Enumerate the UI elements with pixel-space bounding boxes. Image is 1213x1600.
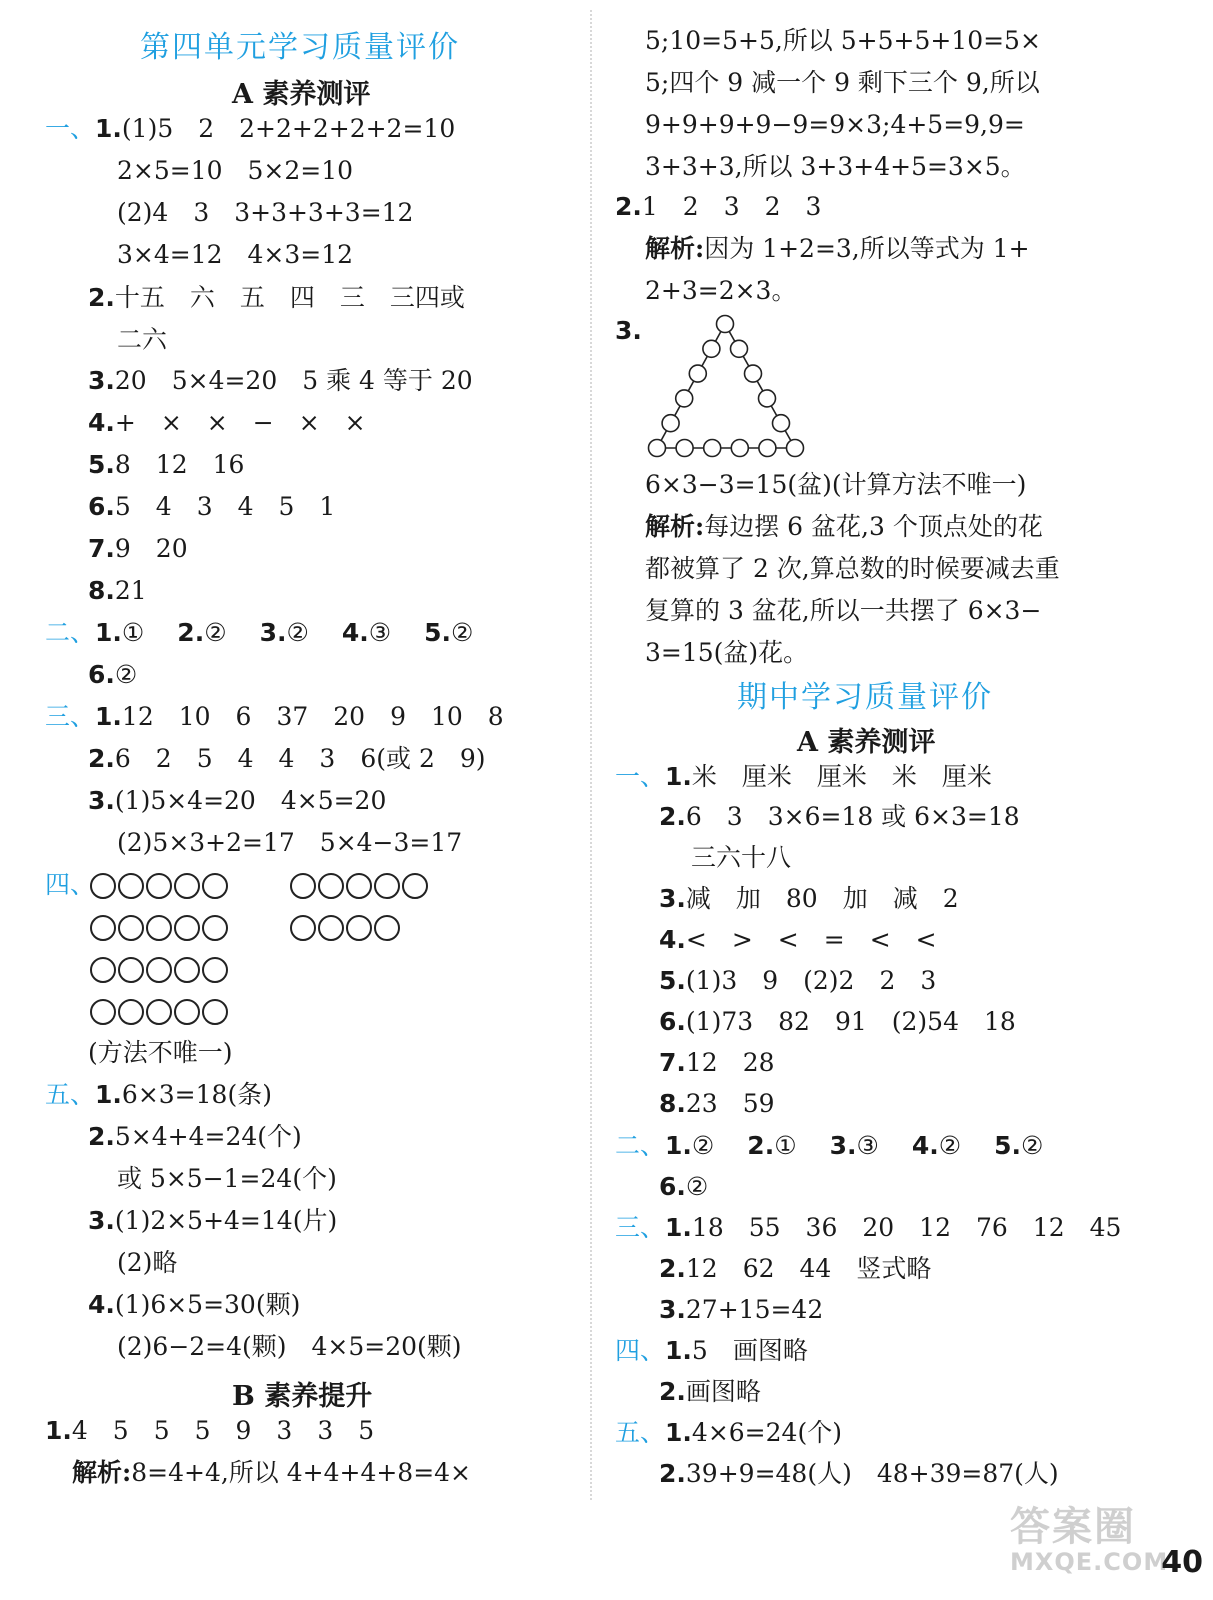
midterm-title: 期中学习质量评价 [737,680,993,715]
answer-line: 3+3+3,所以 3+3+4+5=3×5。 [645,152,1026,181]
answer-line: 5;四个 9 减一个 9 剩下三个 9,所以 [645,68,1040,97]
subtitle-a: A 素养测评 [232,79,371,110]
circle [146,957,172,983]
circle [174,915,200,941]
circle [90,957,116,983]
flower-pot [676,440,693,457]
answer-line: 3=15(盆)花。 [645,638,809,667]
answer-line: 解析:8=4+4,所以 4+4+4+8=4× [72,1458,472,1487]
circle [374,873,400,899]
answer-line: 四、1.5 画图略 [615,1336,808,1365]
flower-pot [731,340,748,357]
circle [90,915,116,941]
flower-triangle-diagram [645,312,845,462]
answer-line: 7.12 28 [659,1048,775,1077]
answer-line: 4.(1)6×5=30(颗) [88,1290,301,1319]
answer-line: 二、1.② 2.① 3.③ 4.② 5.② [615,1131,1044,1160]
answer-line: 5.8 12 16 [88,450,245,479]
circle-row [290,873,428,899]
circle-row [290,915,400,941]
unit4-title: 第四单元学习质量评价 [140,30,460,65]
answer-line: 1.4 5 5 5 9 3 3 5 [45,1416,375,1445]
answer-line: 二六 [117,325,168,354]
circle [174,999,200,1025]
answer-line: 复算的 3 盆花,所以一共摆了 6×3− [645,596,1042,625]
answer-line: 6.② [659,1172,709,1201]
answer-line: 或 5×5−1=24(个) [117,1164,337,1193]
subtitle-a-midterm: A 素养测评 [797,727,936,758]
answer-line: 3×4=12 4×3=12 [117,240,354,269]
circle [374,915,400,941]
circle [90,873,116,899]
circle [290,915,316,941]
circle [146,873,172,899]
flower-pot [703,340,720,357]
flower-pot [759,440,776,457]
flower-pot [787,440,804,457]
flower-pot [731,440,748,457]
answer-line: 6.5 4 3 4 5 1 [88,492,336,521]
answer-line: 3.20 5×4=20 5 乘 4 等于 20 [88,366,473,395]
answer-line: 2.5×4+4=24(个) [88,1122,302,1151]
answer-line: (2)略 [117,1248,178,1277]
answer-line: 8.21 [88,576,147,605]
flower-pot [745,365,762,382]
flower-pot [689,365,706,382]
circle [346,873,372,899]
answer-line: (方法不唯一) [88,1038,233,1067]
circle-row [90,999,228,1025]
answer-line: 2.1 2 3 2 3 [615,192,822,221]
answer-line: 二、1.① 2.② 3.② 4.③ 5.② [45,618,474,647]
flower-pot [649,440,666,457]
answer-line: 解析:每边摆 6 盆花,3 个顶点处的花 [645,512,1043,541]
circle [118,957,144,983]
subtitle-b: B 素养提升 [232,1381,373,1412]
answer-line: 2.6 2 5 4 4 3 6(或 2 9) [88,744,486,773]
answer-line: 3.(1)2×5+4=14(片) [88,1206,338,1235]
column-divider [590,10,592,1500]
answer-line: 2.十五 六 五 四 三 三四或 [88,283,465,312]
answer-line: 一、1.(1)5 2 2+2+2+2+2=10 [45,114,456,143]
circle [118,873,144,899]
answer-line: 五、1.6×3=18(条) [45,1080,272,1109]
circle [290,873,316,899]
circle [174,873,200,899]
page-number: 40 [1161,1545,1203,1580]
circle [118,915,144,941]
answer-line: 6×3−3=15(盆)(计算方法不唯一) [645,470,1027,499]
circle [318,873,344,899]
flower-pot [759,390,776,407]
circle-row [90,915,228,941]
answer-line: 2.画图略 [659,1377,761,1406]
circle [90,999,116,1025]
answer-line: 三、1.18 55 36 20 12 76 12 45 [615,1213,1122,1242]
circle [202,999,228,1025]
flower-pot [676,390,693,407]
answer-line: 5;10=5+5,所以 5+5+5+10=5× [645,26,1041,55]
answer-line: 三六十八 [691,843,792,872]
circle-row [90,957,228,983]
answer-line: 都被算了 2 次,算总数的时候要减去重 [645,554,1060,583]
answer-line: 5.(1)3 9 (2)2 2 3 [659,966,937,995]
answer-line: 2.6 3 3×6=18 或 6×3=18 [659,802,1020,831]
flower-pot [773,415,790,432]
circle [146,999,172,1025]
section-label: 四、 [45,870,96,899]
answer-line: 2×5=10 5×2=10 [117,156,354,185]
answer-line: 8.23 59 [659,1089,775,1118]
answer-line: 7.9 20 [88,534,188,563]
flower-pot [662,415,679,432]
answer-line: 解析:因为 1+2=3,所以等式为 1+ [645,234,1030,263]
answer-line: 4.+ × × − × × [88,408,366,437]
circle [146,915,172,941]
circle [202,915,228,941]
answer-line: 3.27+15=42 [659,1295,824,1324]
answer-line: 2+3=2×3。 [645,276,797,305]
answer-line: 2.12 62 44 竖式略 [659,1254,932,1283]
question-number: 3. [615,316,642,345]
circle [346,915,372,941]
watermark: 答案圈 MXQE.COM [1010,1504,1169,1576]
circle [118,999,144,1025]
answer-line: 6.(1)73 82 91 (2)54 18 [659,1007,1016,1036]
answer-line: 五、1.4×6=24(个) [615,1418,842,1447]
circle [202,957,228,983]
circle [402,873,428,899]
answer-line: 9+9+9+9−9=9×3;4+5=9,9= [645,110,1025,139]
answer-line: (2)5×3+2=17 5×4−3=17 [117,828,463,857]
circle-row [90,873,228,899]
flower-pot [704,440,721,457]
answer-line: (2)4 3 3+3+3+3=12 [117,198,414,227]
answer-line: 3.减 加 80 加 减 2 [659,884,959,913]
circle [202,873,228,899]
circle [174,957,200,983]
answer-line: 三、1.12 10 6 37 20 9 10 8 [45,702,504,731]
answer-line: 3.(1)5×4=20 4×5=20 [88,786,387,815]
answer-line: 2.39+9=48(人) 48+39=87(人) [659,1459,1059,1488]
flower-pot [717,316,734,333]
circle [318,915,344,941]
answer-line: 4.< > < = < < [659,925,937,954]
answer-line: (2)6−2=4(颗) 4×5=20(颗) [117,1332,462,1361]
answer-line: 一、1.米 厘米 厘米 米 厘米 [615,762,992,791]
answer-line: 6.② [88,660,138,689]
